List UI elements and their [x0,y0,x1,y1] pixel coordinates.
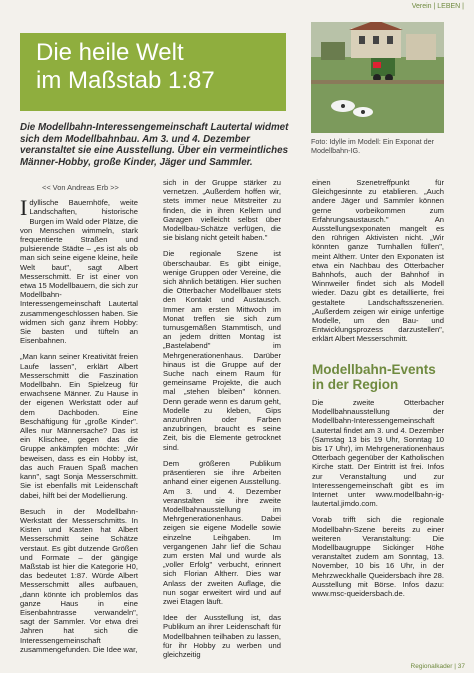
column-1 [20,183,138,661]
section-tag: Verein | LEBEN | [411,3,464,10]
title-line-1: Die heile Welt [36,39,184,66]
event-box-title [312,362,452,392]
intro-paragraph: Die Modellbahn-Interessengemeinschaft Lautertal widmet sich dem Modellbahnbau. Am 3. und 4. Dezember veranstaltet sie eine Ausstellung. Über ein vermeintliches Männer-Hobby, große Kinder, Jäger und Sammler. [20,122,289,168]
paragraph: Vorab trifft sich die regionale Modellbahn-Szene bereits zu einer weiteren Veranstaltung: Die Modellbaugruppe Sickinger Höhe veranstaltet zudem am Sonntag, 13. November, 10 bis 16 Uhr, in der Mehrzweckhalle Queidersbach ihre 28. Ausstellung mit Börse. Infos dazu: www.msc-queidersbach.de. [312,515,444,599]
event-box-text [312,398,444,605]
paragraph: Dem größeren Publikum präsentieren sie ihre Arbeiten anhand einer eigenen Ausstellung. Am 3. und 4. Dezember veranstalten sie ihre zweite Modellbahnausstellung im Mehrgenerationenhaus. Dabei zeigen sie eigene Modelle sowie einzelne Leihgaben. Im vergangenen Jahr lief die Schau zum ersten Mal und wurde als „voller Erfolg" verbucht, erinnert sich Florian Altherr. Dies war Anlass der zweiten Auflage, die nun sogar erweitert wird und auf zwei Etagen läuft. [163,458,281,606]
title-line-2: im Maßstab 1:87 [36,67,215,94]
event-title-line-1: Modellbahn-Events [312,362,436,377]
model-railway-photo [311,22,444,133]
dropcap: I [20,195,28,221]
paragraph: Besuch in der Modellbahn-Werkstatt der Messerschmitts. In Kisten und Kasten hat Albert Messerschmitt seine Schätze verstaut. Es gibt dutzende Größen und Formate – der gängige Maßstab ist hier die Kategorie H0, das bedeutet 1:87. Würde Albert Messerschmitt alles aufbauen, „dann könnte ich problemlos das ganze Haus in eine Eisenbahntrasse verwandeln", sagt der Sammler. Vor etwa drei Jahren hat sich die Interessengemeinschaft zusammengefunden. Die Idee war, [20,506,138,654]
byline: << Von Andreas Erb >> [42,183,119,192]
paragraph: Idyllische Bauernhöfe, weite Landschaften, historische Burgen im Wald oder Plätze, die von Menschen wimmeln, stark frequentierte Straßen und pulsierende Städte – „es ist als ob man sich seine eigene kleine, heile Welt baut", sagt Albert Messerschmitt. Er ist einer von etwa 15 Modellbauern, die sich zur Modellbahn-Interessengemeinschaft Lautertal zusammengeschlossen haben. Sie widmen sich ganz ihrem Hobby: Sie basten und tüfteln an Eisenbahnen. [20,195,138,346]
event-title-line-2: in der Region [312,377,399,392]
photo-caption: Foto: Idylle im Modell: Ein Exponat der Modellbahn-IG. [311,137,435,155]
paragraph: „Man kann seiner Kreativität freien Laufe lassen", erklärt Albert Messerschmitt die Faszination Modellbahn. Ein Spielzeug für erwachsene Männer. Zu Hause in der eigenen Werkstatt oder auf dem Dachboden. Eine Beschäftigung für „große Kinder". Alles nur Männersache? Das ist ein Klischee, gegen das die Gruppe ankämpfen möchte: „Wir beweisen, dass es ein Hobby ist, das auch Frauen Spaß machen kann", sagt Sonja Messerschmitt. Sie ist ebenfalls mit Leidenschaft dabei, hilft bei der Modellierung. [20,352,138,500]
title-box [20,33,286,111]
page-footer: Regionalkader | 37 [410,663,465,670]
paragraph: Idee der Ausstellung ist, das Publikum an ihrer Leidenschaft für Modellbahnen teilhaben zu lassen, für ihr Hobby zu werben und gleichzeitig [163,613,281,659]
paragraph: Die regionale Szene ist überschaubar. Es gibt einige, wenige Gruppen oder Vereine, die sich ähnlich betätigen. Hier suchen die Otterbacher Modellbauer stets den Kontakt und Austausch. Immer am ersten Mittwoch im Monat treffen sie sich zum turnusgemäßen Stammtisch, und an jedem dritten Montag ist „Bastelabend" im Mehrgenerationenhaus. Darüber hinaus ist die Gruppe auf der Suche nach einem Raum für gemeinsame Projekte, die auch mal „stehen bleiben" können. Denn gerade wenn es darum geht, Modelle zu kleben, Gips anzurühren oder Farben anzubringen, braucht es seine Zeit, bis die Elemente getrocknet sind. [163,249,281,452]
column-2 [163,178,281,666]
paragraph: einen Szenetreffpunkt für Gleichgesinnte zu etablieren. „Auch andere Jäger und Sammler können gerne vorbeikommen zum Erfahrungsaustausch." An Ausstellungsexponaten mangelt es den rührigen Aktivisten nicht. „Wir könnten ganze Turnhallen füllen", meint Altherr. Unter den Exponaten ist etwa ein Nachbau des Otterbacher Bahnhofs, auch der Bahnhof in Winnweiler findet sich als Modell wieder. Dazu gibt es detaillierte, frei gestaltete Landschaftsszenerien. „Außerdem zeigen wir einige unfertige Modelle, um den Bau- und Entwicklungsprozess darzustellen", erklärt Albert Messerschmitt. [312,178,444,344]
paragraph: sich in der Gruppe stärker zu vernetzen. „Außerdem hoffen wir, stets immer neue Mitstreiter zu finden, die in ihren Kellern und Garagen vielleicht selbst über Modellbau-Schätze verfügen, die sie bislang nicht geteilt haben." [163,178,281,243]
column-3 [312,178,444,351]
paragraph: Die zweite Otterbacher Modellbahnausstellung der Modellbahn-Interessengemeinschaft Lautertal findet am 3. und 4. Dezember (Samstag 13 bis 19 Uhr, Sonntag 10 bis 17 Uhr), im Mehrgenerationenhaus Otterbach gegenüber der Katholischen Kirche statt. Der Eintritt ist frei. Infos zur Veranstaltung und zur Interessengemeinschaft gibt es im Internet unter www.modellbahn-ig-lautertal.jimdo.com. [312,398,444,509]
